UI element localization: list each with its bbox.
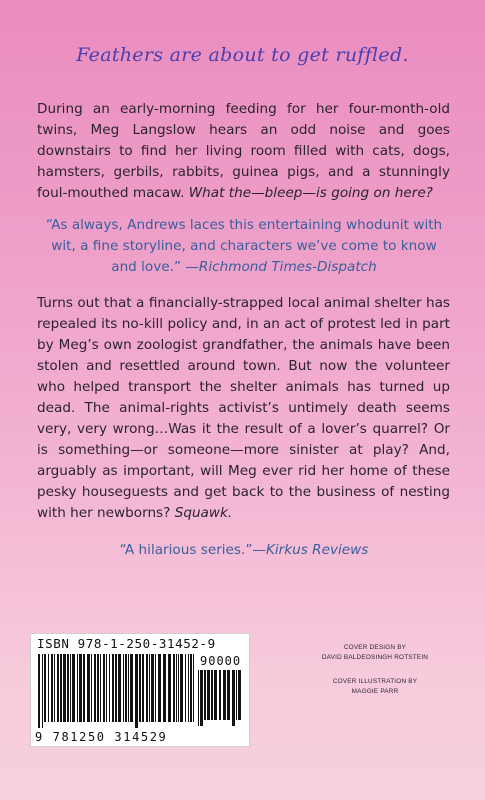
barcode-bar (48, 654, 49, 722)
barcode-bar (236, 670, 237, 720)
barcode-bar (125, 654, 127, 722)
barcode-digits: 9 781250 314529 (35, 730, 168, 744)
barcode-bar (198, 670, 199, 726)
barcode-bar (223, 670, 226, 720)
barcode-bar (67, 654, 69, 722)
barcode-bar (155, 654, 156, 722)
barcode-bar (180, 654, 183, 722)
cover-design-name: DAVID BALDEOSINGH ROTSTEIN (321, 654, 429, 661)
review-quote-1 (45, 215, 443, 278)
barcode-bar (193, 654, 194, 722)
barcode-bar (106, 654, 107, 722)
barcode-bar (91, 654, 92, 722)
barcode-bar (163, 654, 166, 722)
cover-illustration-credit (290, 677, 460, 697)
barcode-bar (214, 670, 217, 720)
barcode-bar (60, 654, 62, 722)
synopsis-paragraph-2-text: Turns out that a financially-strapped local animal shelter has repealed its no-kill policy and, in an act of protest led in part by Meg’s own zoologist grandfather, the animals have been stolen and resettled around town. But now the volunteer who helped transport the shelter animals has turned up dead. The animal-rights activist’s untimely death seems very, very wrong…Was it the result of a lover’s quarrel? Or is something—or someone—more sinister at play? And, arguably as important, will Meg ever rid her home of these pesky houseguests and get back to the business of nesting with her newborns? (37, 295, 450, 521)
barcode-bar (146, 654, 148, 722)
barcode-bar (115, 654, 117, 722)
barcode-bar (238, 670, 241, 720)
isbn-label: ISBN 978-1-250-31452-9 (37, 636, 216, 651)
barcode-bar (190, 654, 192, 722)
synopsis-paragraph-2-italic: Squawk. (174, 505, 233, 521)
barcode-bar (158, 654, 161, 722)
review-quote-1-text: “As always, Andrews laces this entertaining whodunit with wit, a fine storyline, and characters we’ve come to know and love.” (45, 217, 443, 275)
review-quote-2-source: —Kirkus Reviews (252, 542, 369, 558)
review-quote-2 (45, 540, 443, 561)
barcode-bar (204, 670, 206, 720)
barcode-bar (135, 654, 138, 728)
barcode-bar (139, 654, 141, 722)
barcode-bar (94, 654, 96, 722)
barcode-bar (112, 654, 114, 722)
ean-barcode (37, 654, 197, 728)
barcode-bar (200, 670, 203, 726)
barcode-bar (54, 654, 55, 722)
barcode-bar (185, 654, 186, 722)
synopsis-paragraph-1-text: During an early-morning feeding for her four-month-old twins, Meg Langslow hears an odd noise and goes downstairs to find her living room filled with cats, dogs, hamsters, gerbils, rabbits, guinea pigs, and a stunningly foul-mouthed macaw. (37, 101, 450, 201)
barcode-bar (63, 654, 66, 722)
barcode-bar (219, 670, 221, 720)
barcode-bar (57, 654, 59, 722)
barcode-bar (109, 654, 110, 722)
barcode-bar (77, 654, 78, 722)
price-code: 90000 (200, 654, 242, 668)
cover-illustration-name: MAGGIE PARR (351, 688, 399, 695)
barcode-bar (118, 654, 121, 722)
barcode-bar (70, 654, 71, 722)
barcode-bar (173, 654, 175, 722)
barcode-bar (168, 654, 171, 722)
cover-design-credit (290, 643, 460, 663)
barcode-bar (176, 654, 177, 722)
barcode-bar (149, 654, 150, 722)
review-quote-2-text: “A hilarious series.” (119, 542, 253, 558)
price-barcode (197, 670, 243, 726)
barcode-bar (51, 654, 53, 722)
synopsis-paragraph-1 (37, 99, 450, 204)
synopsis-paragraph-1-italic: What the—bleep—is going on here? (188, 185, 433, 201)
cover-illustration-title: COVER ILLUSTRATION BY (332, 678, 418, 685)
barcode-bar (232, 670, 235, 726)
barcode-bar (128, 654, 129, 722)
barcode-bar (38, 654, 40, 728)
barcode-bar (100, 654, 101, 722)
review-quote-1-source: —Richmond Times-Dispatch (185, 259, 377, 275)
barcode-bar (207, 670, 210, 720)
barcode-bar (72, 654, 75, 722)
barcode-box (30, 633, 250, 747)
barcode-bar (227, 670, 230, 720)
barcode-bar (79, 654, 82, 722)
barcode-bar (44, 654, 46, 722)
barcode-bar (103, 654, 105, 722)
barcode-bar (130, 654, 133, 722)
barcode-bar (87, 654, 90, 722)
barcode-bar (178, 654, 179, 722)
barcode-bar (83, 654, 85, 722)
cover-design-title: COVER DESIGN BY (343, 644, 407, 651)
barcode-bar (142, 654, 144, 722)
synopsis-paragraph-2 (37, 293, 450, 524)
barcode-bar (188, 654, 189, 722)
barcode-bar (42, 654, 43, 728)
barcode-bar (211, 670, 213, 720)
barcode-bar (151, 654, 154, 722)
tagline: Feathers are about to get ruffled. (76, 44, 409, 66)
barcode-bar (123, 654, 124, 722)
barcode-bar (97, 654, 99, 722)
